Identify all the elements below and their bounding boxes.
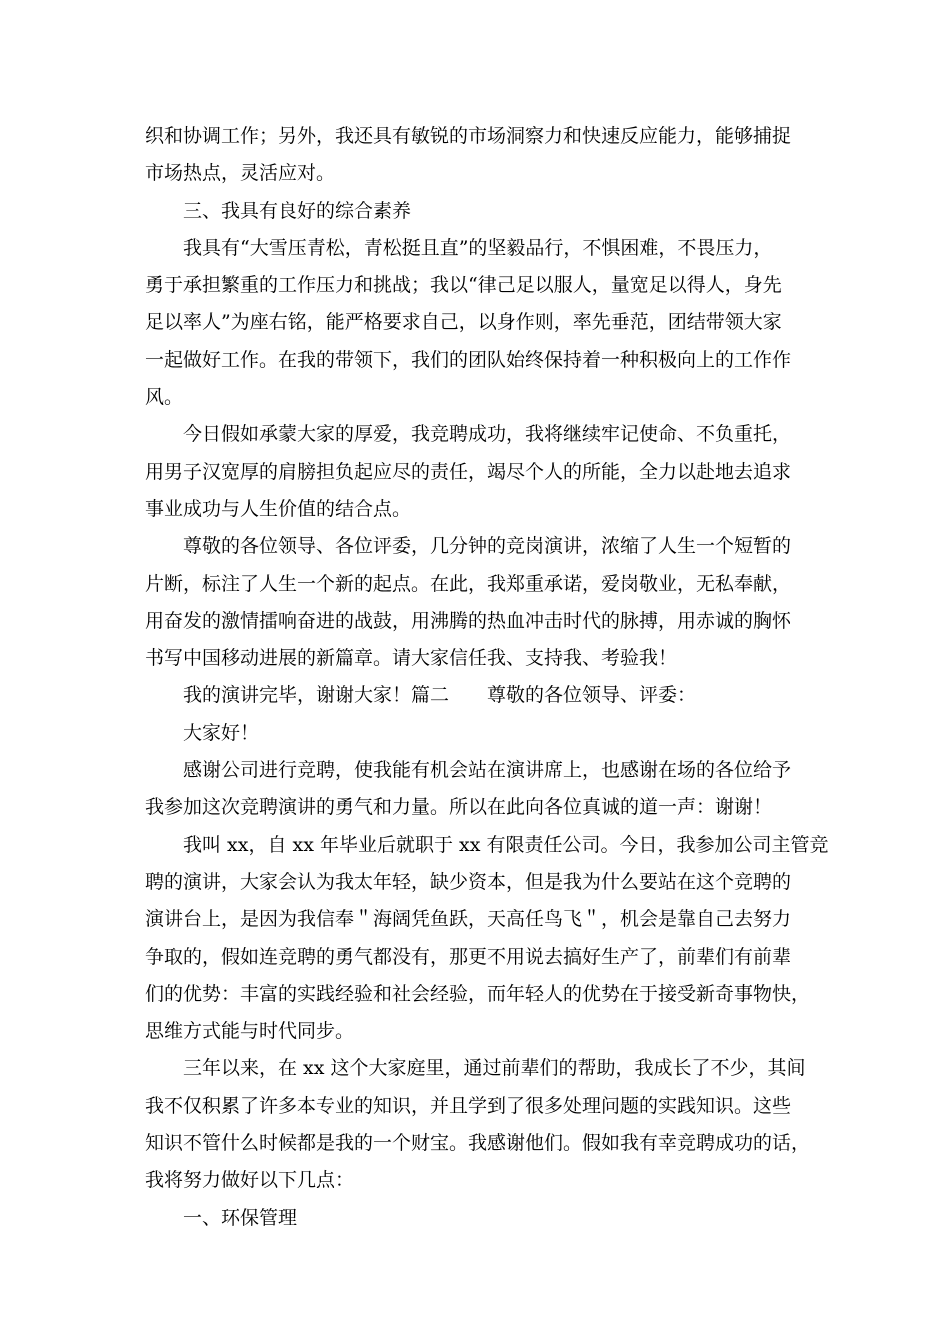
text-line: 今日假如承蒙大家的厚爱，我竞聘成功，我将继续牢记使命、不负重托， [183,423,792,446]
text-line: 三年以来，在 xx 这个大家庭里，通过前辈们的帮助，我成长了不少，其间 [183,1057,806,1080]
paragraph [145,193,815,230]
text-line: 争取的，假如连竞聘的勇气都没有，那更不用说去搞好生产了，前辈们有前辈 [145,945,792,968]
text-line: 足以率人”为座右铭，能严格要求自己，以身作则，率先垂范，团结带领大家 [145,311,782,334]
text-line: 一起做好工作。在我的带领下，我们的团队始终保持着一种积极向上的工作作 [145,348,792,371]
text-line: 感谢公司进行竞聘，使我能有机会站在演讲席上，也感谢在场的各位给予 [183,759,792,782]
text-line: 我不仅积累了许多本专业的知识，并且学到了很多处理问题的实践知识。这些 [145,1094,792,1117]
text-line: 我具有“大雪压青松，青松挺且直”的坚毅品行，不惧困难，不畏压力， [183,236,773,259]
text-line: 风。 [145,386,184,409]
text-line: 用奋发的激情擂响奋进的战鼓，用沸腾的热血冲击时代的脉搏，用赤诚的胸怀 [145,609,792,632]
text-line: 我参加这次竞聘演讲的勇气和力量。所以在此向各位真诚的道一声：谢谢！ [145,796,773,819]
paragraph [145,1200,815,1237]
paragraph [145,752,815,827]
paragraph [145,416,815,528]
paragraph [145,677,815,714]
text-line: 片断，标注了人生一个新的起点。在此，我郑重承诺，爱岗敬业，无私奉献， [145,572,792,595]
paragraph [145,528,815,677]
text-line: 演讲台上，是因为我信奉＂海阔凭鱼跃，天高任鸟飞＂，机会是靠自己去努力 [145,908,792,931]
text-line: 用男子汉宽厚的肩膀担负起应尽的责任，竭尽个人的所能，全力以赴地去追求 [145,460,792,483]
text-line: 大家好！ [183,721,260,744]
text-line: 思维方式能与时代同步。 [145,1020,355,1043]
text-line: 知识不管什么时候都是我的一个财宝。我感谢他们。假如我有幸竞聘成功的话， [145,1132,811,1155]
paragraph [145,715,815,752]
text-line: 三、我具有良好的综合素养 [183,199,412,222]
text-line: 我叫 xx，自 xx 年毕业后就职于 xx 有限责任公司。今日，我参加公司主管竞 [183,833,829,856]
text-line: 书写中国移动进展的新篇章。请大家信任我、支持我、考验我！ [145,647,678,670]
text-line: 尊敬的各位领导、各位评委，几分钟的竞岗演讲，浓缩了人生一个短暂的 [183,535,792,558]
paragraph [145,1050,815,1199]
text-line: 们的优势：丰富的实践经验和社会经验，而年轻人的优势在于接受新奇事物快， [145,982,811,1005]
text-line: 聘的演讲，大家会认为我太年轻，缺少资本，但是我为什么要站在这个竞聘的 [145,870,792,893]
text-line: 事业成功与人生价值的结合点。 [145,497,412,520]
text-line: 一、环保管理 [183,1206,298,1229]
text-line: 我的演讲完毕，谢谢大家！篇二 尊敬的各位领导、评委： [183,684,697,707]
paragraph [145,230,815,416]
paragraph [145,827,829,1051]
document-body [145,118,829,1237]
paragraph [145,118,815,193]
text-line: 勇于承担繁重的工作压力和挑战；我以“律己足以服人，量宽足以得人，身先 [145,274,782,297]
text-line: 我将努力做好以下几点： [145,1169,355,1192]
text-line: 织和协调工作；另外，我还具有敏锐的市场洞察力和快速反应能力，能够捕捉 [145,125,792,147]
text-line: 市场热点，灵活应对。 [145,162,336,185]
